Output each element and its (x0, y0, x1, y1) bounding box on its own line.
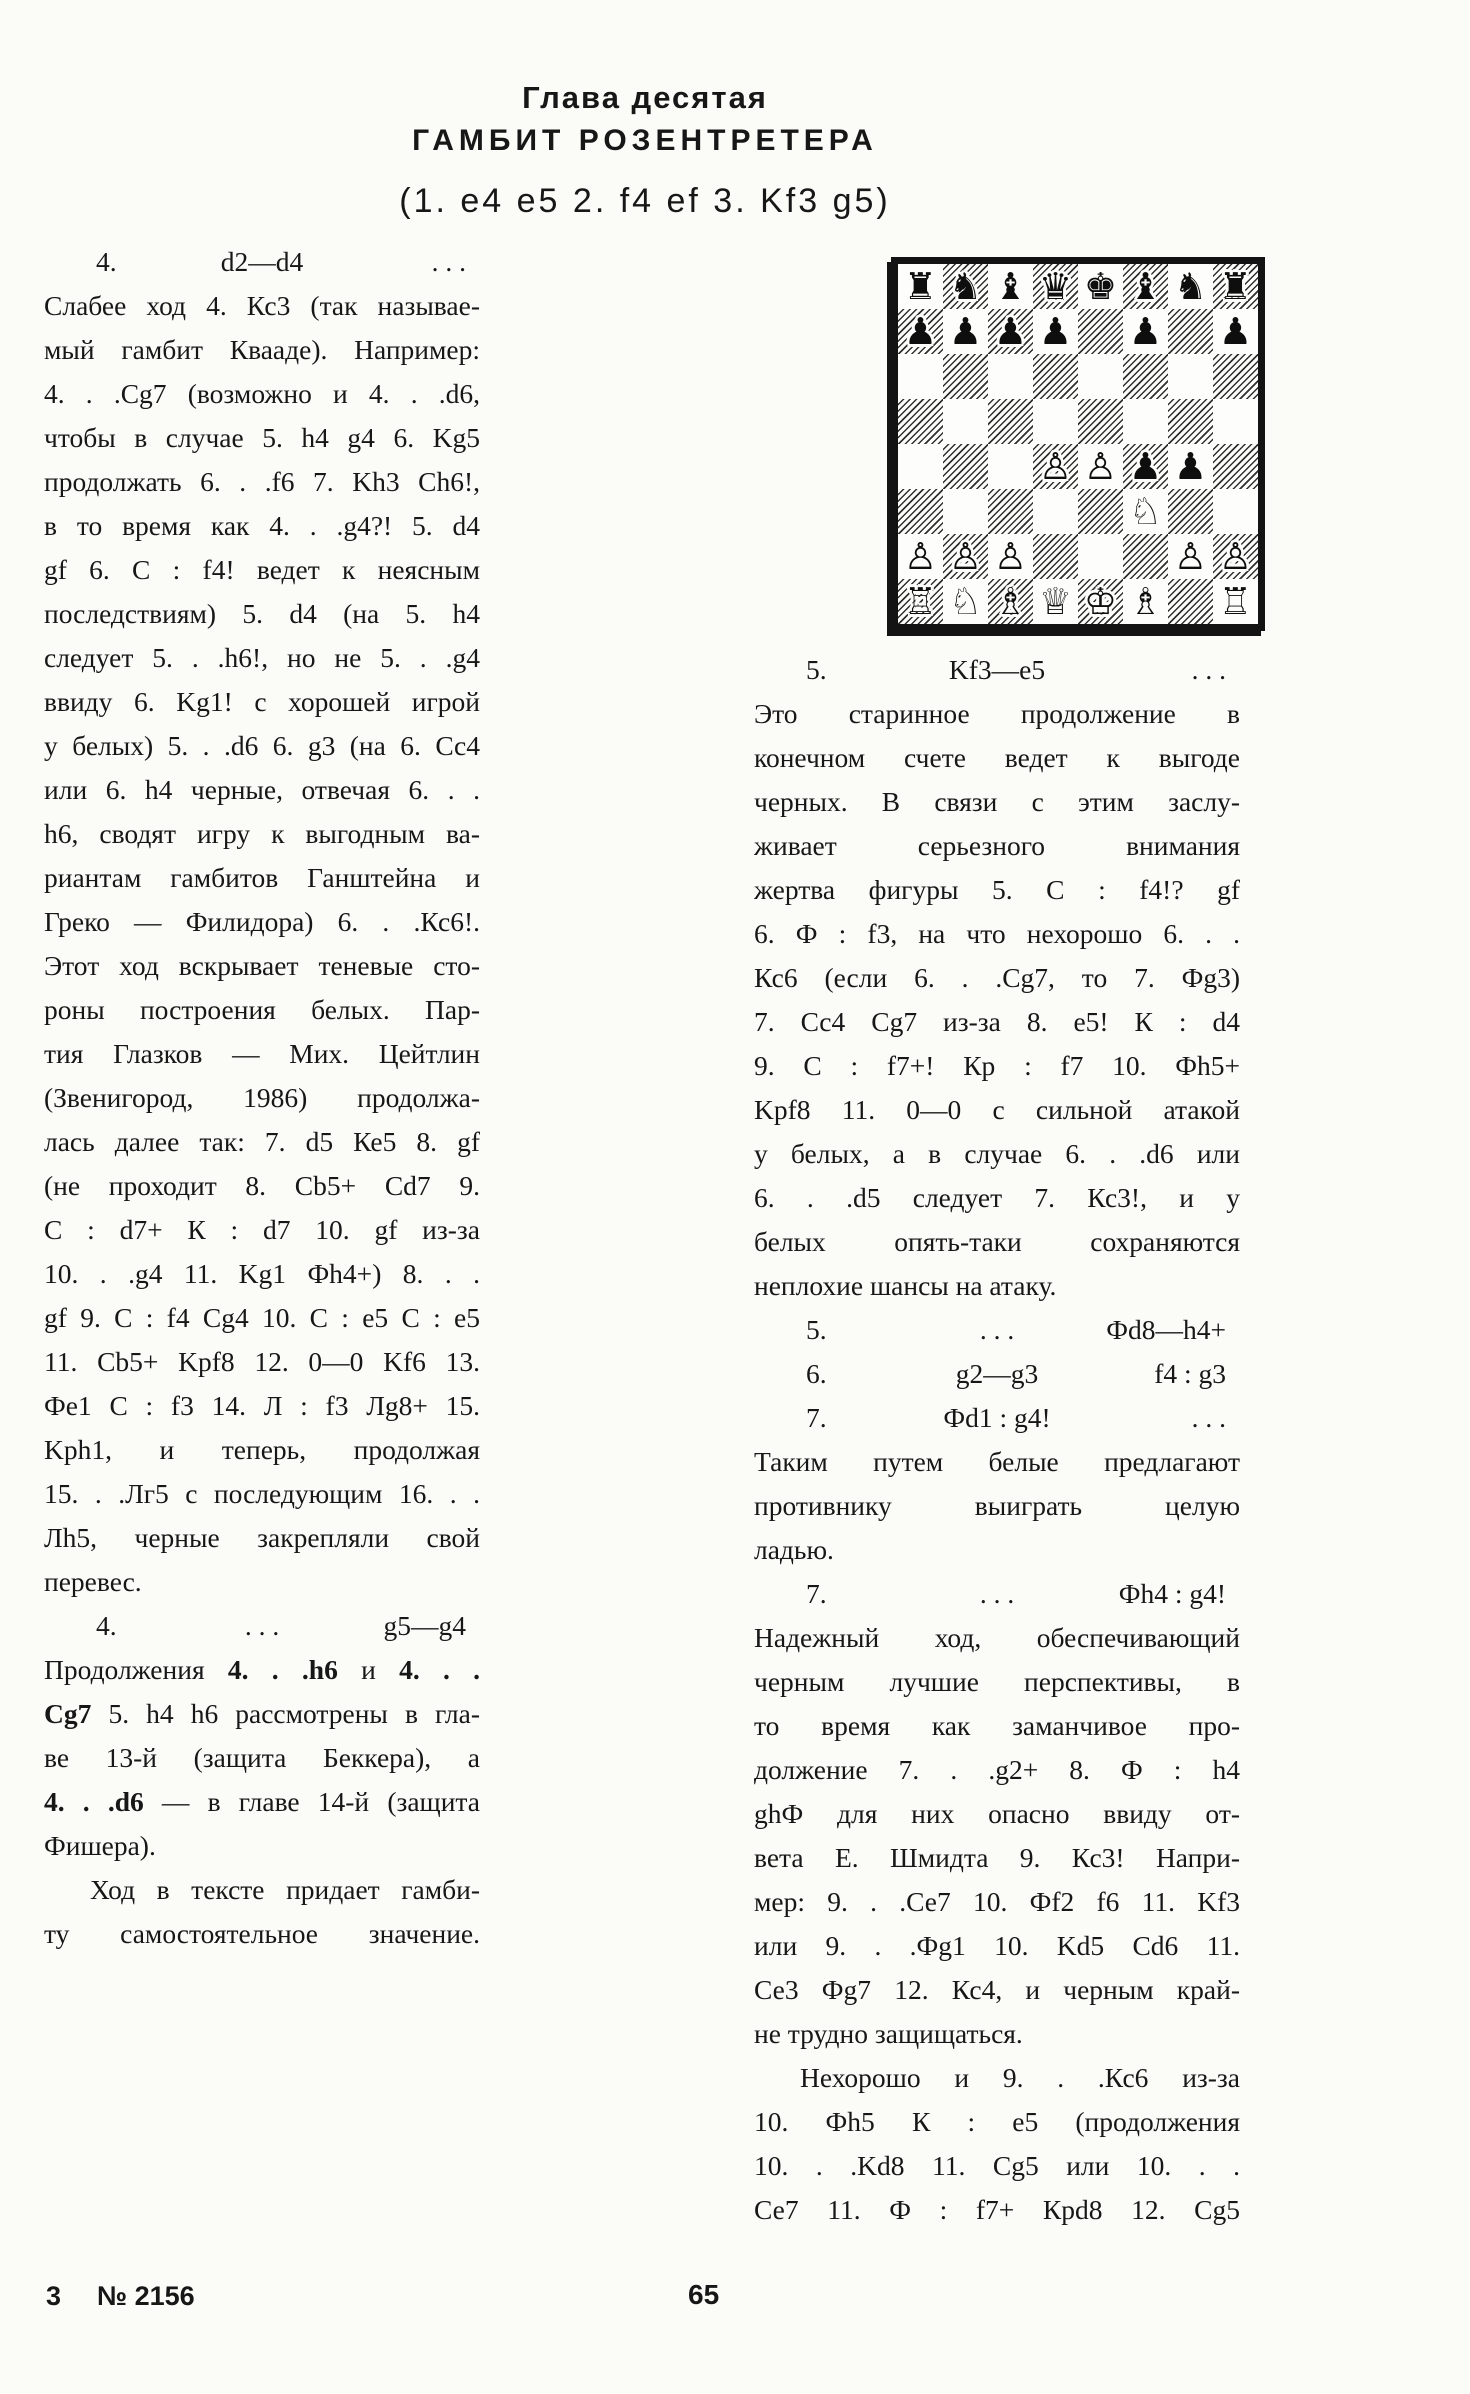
black-move: Фh4 : g4! (1118, 1578, 1226, 1609)
text-line: Cg7 5. h4 h6 рассмотрены в гла- (44, 1698, 480, 1729)
text-line: жертва фигуры 5. С : f4!? gf (754, 874, 1240, 905)
move-number: 4. (96, 246, 117, 277)
board-square (988, 489, 1033, 534)
board-square (1168, 444, 1213, 489)
text-line: Надежный ход, обеспечивающий (754, 1622, 1240, 1653)
text-line: то время как заманчивое про- (754, 1710, 1240, 1741)
board-square (988, 534, 1033, 579)
board-square (1123, 579, 1168, 624)
board-square (988, 579, 1033, 624)
text-line: лась далее так: 7. d5 Ке5 8. gf (44, 1126, 480, 1157)
white-bishop-icon: ♗ (993, 580, 1028, 623)
black-pawn-icon: ♟ (1173, 445, 1208, 488)
black-pawn-icon: ♟ (993, 310, 1028, 353)
white-move: d2—d4 (220, 246, 304, 277)
white-rook-icon: ♖ (903, 580, 938, 623)
board-square (898, 534, 943, 579)
board-square (1033, 444, 1078, 489)
white-pawn-icon: ♙ (903, 535, 938, 578)
print-signature (46, 2280, 195, 2312)
move-line (754, 1396, 1240, 1440)
text-line: чтобы в случае 5. h4 g4 6. Kg5 (44, 422, 480, 453)
text-line: мый гамбит Квааде). Например: (44, 334, 480, 365)
board-square (1033, 489, 1078, 534)
white-move: . . . (244, 1610, 280, 1641)
board-square (1078, 579, 1123, 624)
text-line: Кс6 (если 6. . .Cg7, то 7. Фg3) (754, 962, 1240, 993)
text-line: ту самостоятельное значение. (44, 1918, 480, 1949)
text-line: 11. Cb5+ Kpf8 12. 0—0 Kf6 13. (44, 1346, 480, 1377)
text-line: белых опять-таки сохраняются (754, 1226, 1240, 1257)
black-bishop-icon: ♝ (993, 265, 1028, 308)
board-square (943, 534, 988, 579)
white-knight-icon: ♘ (948, 580, 983, 623)
white-move: . . . (979, 1578, 1015, 1609)
text-line: 10. . .g4 11. Kg1 Фh4+) 8. . . (44, 1258, 480, 1289)
board-square (1078, 444, 1123, 489)
text-line: следует 5. . .h6!, но не 5. . .g4 (44, 642, 480, 673)
black-knight-icon: ♞ (1173, 265, 1208, 308)
board-square (988, 444, 1033, 489)
black-pawn-icon: ♟ (1218, 310, 1253, 353)
text-line: Kph1, и теперь, продолжая (44, 1434, 480, 1465)
board-square (898, 309, 943, 354)
chapter-subtitle: ГАМБИТ РОЗЕНТРЕТЕРА (412, 124, 878, 157)
black-move: f4 : g3 (1154, 1358, 1226, 1389)
text-line: (Звенигород, 1986) продолжа- (44, 1082, 480, 1113)
move-line (754, 1308, 1240, 1352)
board-square (943, 309, 988, 354)
board-square (1078, 309, 1123, 354)
white-pawn-icon: ♙ (1038, 445, 1073, 488)
black-pawn-icon: ♟ (1128, 310, 1163, 353)
text-line: противнику выиграть целую (754, 1490, 1240, 1521)
white-pawn-icon: ♙ (948, 535, 983, 578)
text-line: Этот ход вскрывает теневые сто- (44, 950, 480, 981)
text-line: у белых) 5. . .d6 6. g3 (на 6. Сс4 (44, 730, 480, 761)
board-square (988, 264, 1033, 309)
text-line: в то время как 4. . .g4?! 5. d4 (44, 510, 480, 541)
text-line: 7. Сс4 Cg7 из-за 8. е5! К : d4 (754, 1006, 1240, 1037)
text-line: 15. . .Лг5 с последующим 16. . . (44, 1478, 480, 1509)
text-line: 4. . .Cg7 (возможно и 4. . .d6, (44, 378, 480, 409)
text-line: мер: 9. . .Се7 10. Фf2 f6 11. Kf3 (754, 1886, 1240, 1917)
board-square (1123, 264, 1168, 309)
board-square (1123, 444, 1168, 489)
board-square (1078, 534, 1123, 579)
board-square (943, 399, 988, 444)
black-pawn-icon: ♟ (903, 310, 938, 353)
move-line (754, 1352, 1240, 1396)
move-number: 4. (96, 1610, 117, 1641)
text-line: Се3 Фg7 12. Кс4, и черным край- (754, 1974, 1240, 2005)
text-line: или 6. h4 черные, отвечая 6. . . (44, 774, 480, 805)
text-line: риантам гамбитов Ганштейна и (44, 862, 480, 893)
text-line: у белых, а в случае 6. . .d6 или (754, 1138, 1240, 1169)
board-square (988, 354, 1033, 399)
board-square (1168, 489, 1213, 534)
text-line: Греко — Филидора) 6. . .Кс6!. (44, 906, 480, 937)
board-square (898, 579, 943, 624)
text-line: Слабее ход 4. Кс3 (так называе- (44, 290, 480, 321)
board-square (1033, 534, 1078, 579)
text-line: Kpf8 11. 0—0 с сильной атакой (754, 1094, 1240, 1125)
text-line: черным лучшие перспективы, в (754, 1666, 1240, 1697)
move-line (44, 240, 480, 284)
text-line: 4. . .d6 — в главе 14-й (защита (44, 1786, 480, 1817)
white-pawn-icon: ♙ (1083, 445, 1118, 488)
move-number: 5. (806, 654, 827, 685)
move-line (754, 1572, 1240, 1616)
board-square (1123, 309, 1168, 354)
text-line: Лh5, черные закрепляли свой (44, 1522, 480, 1553)
black-pawn-icon: ♟ (948, 310, 983, 353)
text-line: перевес. (44, 1566, 142, 1597)
board-square (1213, 264, 1258, 309)
text-line: С : d7+ К : d7 10. gf из-за (44, 1214, 480, 1245)
signature-number: 3 (46, 2281, 62, 2311)
black-knight-icon: ♞ (948, 265, 983, 308)
white-bishop-icon: ♗ (1128, 580, 1163, 623)
text-line: gf 9. С : f4 Cg4 10. С : е5 С : е5 (44, 1302, 480, 1333)
text-line: (не проходит 8. Cb5+ Cd7 9. (44, 1170, 480, 1201)
board-square (1168, 534, 1213, 579)
black-move: Фd8—h4+ (1106, 1314, 1226, 1345)
move-number: 7. (806, 1578, 827, 1609)
text-line: Фишера). (44, 1830, 156, 1861)
text-line: Фе1 С : f3 14. Л : f3 Лg8+ 15. (44, 1390, 480, 1421)
text-line: неплохие шансы на атаку. (754, 1270, 1057, 1301)
text-line: черных. В связи с этим заслу- (754, 786, 1240, 817)
white-rook-icon: ♖ (1218, 580, 1253, 623)
board-square (898, 399, 943, 444)
board-square (1033, 264, 1078, 309)
text-line: 10. Фh5 К : е5 (продолжения (754, 2106, 1240, 2137)
text-line: конечном счете ведет к выгоде (754, 742, 1240, 773)
board-square (1213, 309, 1258, 354)
white-move: Фd1 : g4! (943, 1402, 1051, 1433)
black-king-icon: ♚ (1083, 265, 1118, 308)
text-line: тия Глазков — Мих. Цейтлин (44, 1038, 480, 1069)
board-square (898, 444, 943, 489)
board-square (1213, 399, 1258, 444)
board-square (1213, 579, 1258, 624)
text-line: Ход в тексте придает гамби- (90, 1874, 480, 1905)
board-square (1168, 309, 1213, 354)
board-square (1213, 444, 1258, 489)
chapter-title: Глава десятая (522, 80, 768, 115)
board-square (988, 399, 1033, 444)
board-square (1078, 399, 1123, 444)
text-line: Таким путем белые предлагают (754, 1446, 1240, 1477)
board-square (1123, 354, 1168, 399)
black-pawn-icon: ♟ (1128, 445, 1163, 488)
left-column (44, 240, 480, 1956)
text-line: Это старинное продолжение в (754, 698, 1240, 729)
white-knight-icon: ♘ (1128, 490, 1163, 533)
text-line: ладью. (754, 1534, 834, 1565)
text-line: не трудно защищаться. (754, 2018, 1023, 2049)
board-square (1078, 354, 1123, 399)
board-square (1213, 489, 1258, 534)
text-line: должение 7. . .g2+ 8. Ф : h4 (754, 1754, 1240, 1785)
move-number: 6. (806, 1358, 827, 1389)
board-square (1033, 579, 1078, 624)
board-square (943, 354, 988, 399)
black-pawn-icon: ♟ (1038, 310, 1073, 353)
text-line: последствиям) 5. d4 (на 5. h4 (44, 598, 480, 629)
text-line: 6. Ф : f3, на что нехорошо 6. . . (754, 918, 1240, 949)
board-square (988, 309, 1033, 354)
text-line: 9. С : f7+! Кр : f7 10. Фh5+ (754, 1050, 1240, 1081)
text-line: 6. . .d5 следует 7. Кс3!, и у (754, 1182, 1240, 1213)
board-square (943, 489, 988, 534)
text-line: Се7 11. Ф : f7+ Кpd8 12. Cg5 (754, 2194, 1240, 2225)
board-square (1033, 309, 1078, 354)
black-move: . . . (1191, 654, 1226, 685)
text-line: Продолжения 4. . .h6 и 4. . . (44, 1654, 480, 1685)
black-bishop-icon: ♝ (1128, 265, 1163, 308)
board-square (1078, 489, 1123, 534)
black-move: . . . (1191, 1402, 1226, 1433)
white-move: g2—g3 (955, 1358, 1039, 1389)
board-square (943, 264, 988, 309)
chess-board (898, 264, 1258, 624)
white-pawn-icon: ♙ (1173, 535, 1208, 578)
board-square (1168, 264, 1213, 309)
board-square (1033, 399, 1078, 444)
text-line: Нехорошо и 9. . .Кс6 из-за (800, 2062, 1240, 2093)
text-line: роны построения белых. Пар- (44, 994, 480, 1025)
text-line: ве 13-й (защита Беккера), а (44, 1742, 480, 1773)
text-line: продолжать 6. . .f6 7. Kh3 Ch6!, (44, 466, 480, 497)
text-line: 10. . .Kd8 11. Cg5 или 10. . . (754, 2150, 1240, 2181)
black-move: g5—g4 (383, 1610, 466, 1641)
chess-diagram (891, 257, 1265, 631)
move-number: 5. (806, 1314, 827, 1345)
board-square (1168, 354, 1213, 399)
text-line: h6, сводят игру к выгодным ва- (44, 818, 480, 849)
board-square (898, 264, 943, 309)
black-rook-icon: ♜ (903, 265, 938, 308)
board-square (898, 489, 943, 534)
black-queen-icon: ♛ (1038, 265, 1073, 308)
text-line: живает серьезного внимания (754, 830, 1240, 861)
board-square (1213, 534, 1258, 579)
board-square (1123, 399, 1168, 444)
move-line (754, 648, 1240, 692)
page-number: 65 (688, 2279, 720, 2310)
black-rook-icon: ♜ (1218, 265, 1253, 308)
white-move: Kf3—e5 (948, 654, 1046, 685)
board-square (1213, 354, 1258, 399)
text-line: ввиду 6. Kg1! с хорошей игрой (44, 686, 480, 717)
opening-moves: (1. e4 e5 2. f4 ef 3. Kf3 g5) (399, 182, 891, 220)
board-square (1123, 489, 1168, 534)
board-square (898, 354, 943, 399)
move-line (44, 1604, 480, 1648)
text-line: вета Е. Шмидта 9. Кс3! Напри- (754, 1842, 1240, 1873)
text-line: ghФ для них опасно ввиду от- (754, 1798, 1240, 1829)
text-line: или 9. . .Фg1 10. Kd5 Cd6 11. (754, 1930, 1240, 1961)
white-queen-icon: ♕ (1038, 580, 1073, 623)
white-pawn-icon: ♙ (1218, 535, 1253, 578)
right-column (754, 648, 1240, 2232)
white-pawn-icon: ♙ (993, 535, 1028, 578)
white-move: . . . (979, 1314, 1015, 1345)
board-square (1078, 264, 1123, 309)
white-king-icon: ♔ (1083, 580, 1118, 623)
text-line: gf 6. С : f4! ведет к неясным (44, 554, 480, 585)
board-square (943, 579, 988, 624)
black-move: . . . (431, 246, 466, 277)
move-number: 7. (806, 1402, 827, 1433)
board-square (1168, 579, 1213, 624)
board-square (943, 444, 988, 489)
board-square (1168, 399, 1213, 444)
board-square (1033, 354, 1078, 399)
board-square (1123, 534, 1168, 579)
edition-number: № 2156 (97, 2281, 195, 2311)
